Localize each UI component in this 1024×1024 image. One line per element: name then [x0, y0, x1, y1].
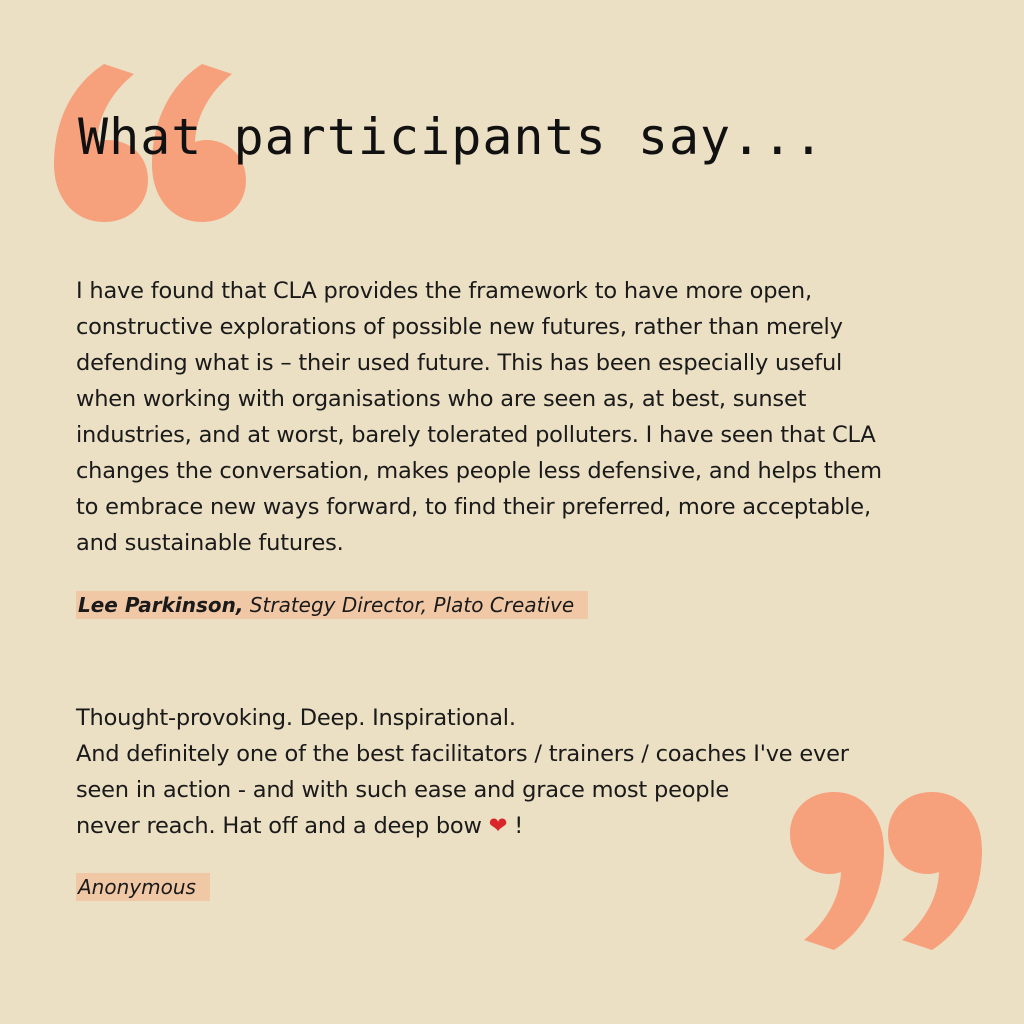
- author-name: Anonymous: [78, 875, 196, 899]
- testimonial-line: seen in action - and with such ease and grace most people: [76, 777, 730, 803]
- testimonial-1-text: [76, 273, 976, 561]
- testimonial-line: changes the conversation, makes people less defensive, and helps them: [76, 458, 882, 484]
- testimonial-line: industries, and at worst, barely tolerated polluters. I have seen that CLA: [76, 422, 876, 448]
- heart-icon: ❤: [488, 813, 508, 839]
- close-quote-icon: [784, 786, 984, 952]
- testimonial-1-attribution: [76, 591, 588, 619]
- testimonial-line: defending what is – their used future. This has been especially useful: [76, 350, 843, 376]
- testimonial-line: I have found that CLA provides the framework to have more open,: [76, 278, 812, 304]
- page-title: What participants say...: [78, 108, 825, 166]
- testimonial-line: and sustainable futures.: [76, 530, 344, 556]
- testimonial-line: Thought-provoking. Deep. Inspirational.: [76, 705, 516, 731]
- testimonial-2-attribution: [76, 873, 210, 901]
- testimonial-line: never reach. Hat off and a deep bow: [76, 813, 482, 839]
- testimonial-line: And definitely one of the best facilitators / trainers / coaches I've ever: [76, 741, 849, 767]
- testimonial-ending: !: [507, 813, 524, 839]
- author-role: Strategy Director, Plato Creative: [243, 593, 575, 617]
- testimonial-line: constructive explorations of possible new futures, rather than merely: [76, 314, 843, 340]
- testimonial-line: to embrace new ways forward, to find their preferred, more acceptable,: [76, 494, 871, 520]
- testimonial-line: when working with organisations who are seen as, at best, sunset: [76, 386, 807, 412]
- author-name: Lee Parkinson,: [78, 593, 244, 617]
